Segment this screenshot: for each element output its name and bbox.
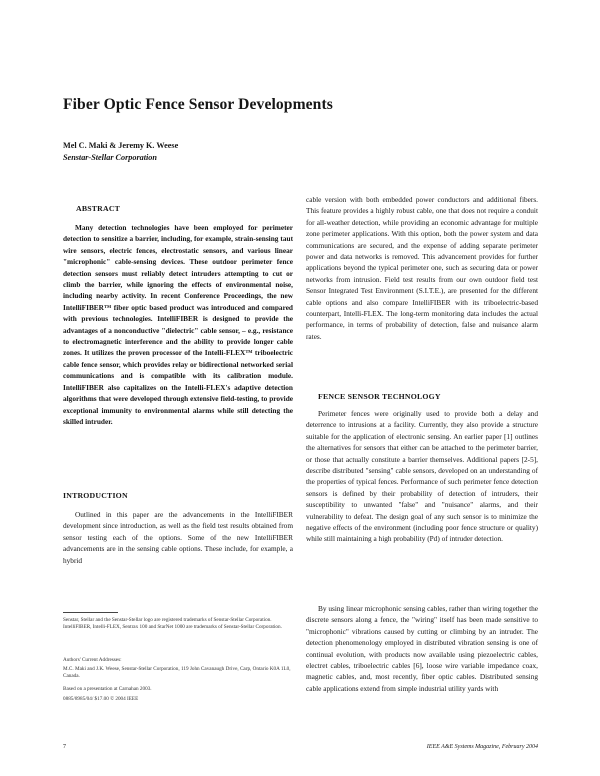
abstract-heading: ABSTRACT	[76, 204, 121, 213]
paper-title: Fiber Optic Fence Sensor Developments	[63, 96, 333, 113]
author-affiliation: Senstar-Stellar Corporation	[63, 153, 157, 162]
introduction-heading: INTRODUCTION	[63, 491, 128, 500]
right-column-paragraph: cable version with both embedded power conductors and additional fibers. This feature provides a highly robust cable, one that does not require a conduit for all-weather detection, while providing an economic advantage for multiple zone perimeter applications. With this option, both the power system and data communications are secured, and the expense of adding separate perimeter power and data networks is removed. This advancement provides for further applications beyond the typical perimeter one, such as securing data or power networks from intrusion. Field test results from our own outdoor field test Sensor Integrated Test Environment (S.I.T.E.), are presented for the different cable options and also compare IntelliFIBER with its triboelectric-based counterpart, Intelli-FLEX. The long-term monitoring data includes the actual performance, in terms of probability of detection, false and nuisance alarm rates.	[306, 195, 538, 341]
fence-paragraph-2: By using linear microphonic sensing cables, rather than wiring together the discrete sensors along a fence, the "wiring" itself has been made sensitive to "microphonic" vibrations caused by cutting or climbing by an intruder. The detection phenomenology employed in distributed vibration sensing is one of continual evolution, with products now available using piezoelectric cables, electret cables, triboelectric cables [6], loose wire variable impedance coax, magnetic cables, and, most recently, fiber optic cables. Distributed sensing cable applications extend from simple industrial utility yards with	[306, 604, 538, 693]
author-names: Mel C. Maki & Jeremy K. Weese	[63, 141, 179, 150]
page-number: 7	[63, 744, 66, 750]
introduction-text: Outlined in this paper are the advancements in the IntelliFIBER development since introduction, as well as the field test results obtained from sensor testing each of the options. Some of the new IntelliFIBER advancements are in the sensing cable options. These include, for example, a hybrid	[63, 510, 293, 565]
address-label: Authors' Current Addresses:	[63, 657, 122, 663]
fence-paragraph-1: Perimeter fences were originally used to provide both a delay and deterrence to intrusions at a facility. Currently, they also provide a structure suitable for the application of electronic sensing. An earlier paper [1] outlines the alternatives for sensors that either can be attached to the perimeter barrier, or those that actually constitute a barrier themselves. Additional papers [2-5], describe distributed "sensing" cable sensors, developed on an understanding of the properties of typical fences. Performance of such perimeter fence detection sensors is defined by their probability of detection of intruders, their susceptibility to unwanted "false" and "nuisance" alarms, and their vulnerability to defeat. The design goal of any such sensor is to minimize the negative effects of the environment (including poor fence structure or quality) while still maintaining a high probability (Pd) of intruder detection.	[306, 409, 538, 544]
trademark-footnote: Senstar, Stellar and the Senstar-Stellar logo are registered trademarks of Senstar-Stellar Corporation. IntelliFIBER, Intelli-FLEX, Sentrax 100 and StarNet 1000 are trademarks of Senstar-Stellar Corporation.	[63, 617, 282, 631]
author-address: M.C. Maki and J.K. Weese, Senstar-Stellar Corporation, 119 John Cavanaugh Drive, Carp, Ontario K0A 1L0, Canada.	[63, 666, 291, 680]
copyright-code: 0885/8985/04/ $17.00 © 2004 IEEE	[63, 696, 139, 702]
footnote-rule	[63, 612, 118, 613]
presentation-note: Based on a presentation at Carnahan 2003.	[63, 686, 152, 692]
fence-sensor-heading: FENCE SENSOR TECHNOLOGY	[318, 392, 441, 401]
journal-footer: IEEE A&E Systems Magazine, February 2004	[426, 744, 538, 750]
abstract-text: Many detection technologies have been employed for perimeter detection to sensitize a barrier, including, for example, strain-sensing taut wire sensors, electric fences, electrostatic sensors, and various linear "microphonic" cable-sensing devices. These outdoor perimeter fence detection sensors must reliably detect intruders attempting to cut or climb the barrier, while ignoring the effects of environmental noise, including nearby activity. In recent Conference Proceedings, the new IntelliFIBER™ fiber optic based product was introduced and compared with previous technologies. IntelliFIBER is designed to provide the advantages of a nonconductive "dielectric" cable sensor, – e.g., resistance to electromagnetic interference and the ability to provide longer cable zones. It utilizes the proven processor of the Intelli-FLEX™ triboelectric cable fence sensor, which provides relay or bidirectional networked serial communications and is compatible with its calibration module. IntelliFIBER also capitalizes on the Intelli-FLEX's adaptive detection algorithms that were developed through extensive field-testing, to provide exceptional immunity to environmental alarms while still detecting the skilled intruder.	[63, 223, 293, 426]
